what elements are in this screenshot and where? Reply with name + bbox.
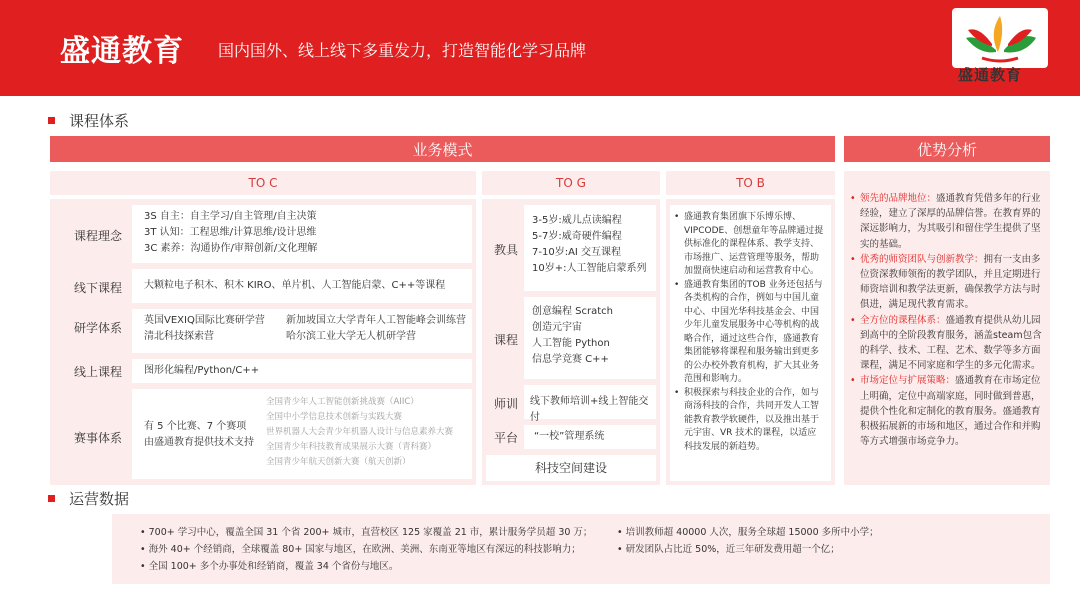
toc-concept-line: 3C 素养：沟通协作/审辩创新/文化理解	[144, 243, 318, 254]
bullet-square-icon	[48, 117, 55, 124]
toc-offline-text: 大颗粒电子积木、积木 KIRO、单片机、人工智能启蒙、C++等课程	[144, 280, 446, 291]
tob-item: • 积极探索与科技企业的合作，如与商汤科技的合作，共同开发人工智能教育教学软硬件，以及推出基于元宇宙、VR 技术的课程，以适应科技发展的新趋势。	[674, 387, 820, 452]
advantage-item: • 优秀的师资团队与创新教学：拥有一支由多位资深教师领衔的教学团队，并且定期进行师资培训和教学法更新，确保教学方法与时俱进，满足现代教育需求。	[850, 253, 1041, 311]
tog-training-label: 师训	[494, 397, 519, 411]
tog-courses-line: 创造元宇宙	[532, 322, 582, 333]
header-banner	[0, 0, 1080, 96]
toc-concept-label: 课程理念	[74, 229, 123, 243]
advantage-item: • 领先的品牌地位：盛通教育凭借多年的行业经验，建立了深厚的品牌信誉。在教育界的深远影响力，为其吸引和留住学生提供了坚实的基础。	[850, 193, 1041, 250]
toc-online-label: 线上课程	[74, 365, 123, 379]
tog-space-text: 科技空间建设	[534, 461, 607, 475]
toc-contest-item: 全国青少年人工智能创新挑战赛（AIIC）	[266, 397, 419, 407]
tog-tools-cell	[524, 205, 656, 291]
tob-cell	[670, 205, 831, 481]
ops-left	[140, 524, 620, 575]
logo-text: 盛通教育	[958, 66, 1023, 84]
tob-item: • 盛通教育集团旗下乐博乐博、VIPCODE、创想童年等品牌通过提供标准化的课程体系、教学支持、市场推广、运营管理等服务，帮助加盟商快速启动和运营教育中心。	[674, 212, 824, 276]
toc-contest-cell	[132, 389, 472, 479]
toc-contest-item: 全国中小学信息技术创新与实践大赛	[266, 412, 403, 422]
tog-platform-cell	[524, 425, 656, 449]
tog-tools-line: 7-10岁:AI 交互课程	[532, 247, 622, 258]
tog-platform-text: “一校”管理系统	[534, 431, 605, 442]
brand-logo	[952, 8, 1048, 92]
toc-study-item: 英国VEXIQ国际比赛研学营	[144, 315, 265, 326]
business-model-bar: 业务模式	[50, 136, 835, 162]
toc-contest-label: 赛事体系	[74, 431, 123, 445]
advantage-head: 优秀的师资团队与创新教学：	[860, 253, 984, 265]
advantage-item: • 全方位的课程体系：盛通教育提供从幼儿园到高中的全阶段教育服务，涵盖steam包含的科学、技术、工程、艺术、数学等多方面课程，满足不同家庭和学生的多元化需求。	[850, 314, 1042, 372]
advantage-bar: 优势分析	[844, 136, 1050, 162]
tog-courses-cell	[524, 297, 656, 379]
tog-courses-label: 课程	[494, 333, 519, 347]
tog-tools-line: 3-5岁:威儿点读编程	[532, 215, 622, 226]
toc-concept-cell	[132, 205, 472, 263]
tog-panel	[482, 199, 660, 485]
ops-item: • 培训教师超 40000 人次，服务全球超 15000 多所中小学；	[617, 527, 879, 538]
tog-tools-line: 5-7岁:威奇硬件编程	[532, 231, 622, 242]
advantage-text: 盛通教育凭借多年的行业经验，建立了深厚的品牌信誉。在教育界的深远影响力，为其吸引和留住学生提供了坚实的基础。	[860, 193, 1041, 250]
advantage-head: 市场定位与扩展策略：	[860, 375, 956, 387]
tog-training-cell	[524, 385, 656, 423]
column-header-tog: TO G	[482, 171, 660, 195]
toc-concept-line: 3T 认知：工程思维/计算思维/设计思维	[144, 227, 317, 238]
advantage-head: 领先的品牌地位：	[860, 193, 937, 204]
toc-contest-item: 全国青少年航天创新大赛（航天创新）	[266, 457, 411, 467]
toc-online-cell	[132, 359, 472, 383]
toc-panel	[50, 199, 476, 485]
ops-right	[617, 524, 1037, 558]
logo-leaf-icon	[952, 8, 1048, 68]
bullet-square-icon	[48, 495, 55, 502]
ops-item: • 研发团队占比近 50%，近三年研发费用超一个亿；	[617, 544, 840, 555]
advantage-head: 全方位的课程体系：	[860, 314, 946, 326]
tog-tools-label: 教具	[494, 243, 519, 257]
tog-courses-line: 信息学竞赛 C++	[532, 354, 609, 365]
toc-contest-item: 世界机器人大会青少年机器人设计与信息素养大赛	[266, 427, 454, 437]
toc-online-text: 图形化编程/Python/C++	[144, 365, 260, 376]
ops-item: • 海外 40+ 个经销商，全球覆盖 80+ 国家与地区，在欧洲、美洲、东南亚等地区有深远的科技影响力；	[140, 544, 581, 555]
tob-panel	[666, 199, 835, 485]
section-title-ops: 运营数据	[48, 488, 129, 509]
toc-study-item: 新加坡国立大学青年人工智能峰会训练营	[286, 315, 466, 326]
tog-courses-line: 创意编程 Scratch	[532, 306, 614, 317]
tog-tools-line: 10岁+:人工智能启蒙系列	[532, 263, 647, 274]
toc-study-label: 研学体系	[74, 321, 123, 335]
column-header-toc: TO C	[50, 171, 476, 195]
toc-offline-cell	[132, 269, 472, 303]
advantage-text: 拥有一支由多位资深教师领衔的教学团队，并且定期进行师资培训和教学法更新，确保教学方法与时俱进，满足现代教育需求。	[860, 253, 1041, 311]
advantage-text: 盛通教育在市场定位上明确，定位中高端家庭，同时做到普惠，提供个性化和定制化的教育服务。盛通教育积极拓展新的市场和地区，通过合作和并购等方式增强市场竞争力。	[860, 375, 1041, 448]
toc-study-cell	[132, 309, 472, 353]
advantage-text: 盛通教育提供从幼儿园到高中的全阶段教育服务，涵盖steam包含的科学、技术、工程、艺术、数学等多方面课程，满足不同家庭和学生的多元化需求。	[860, 314, 1042, 372]
tog-space-cell	[486, 455, 656, 481]
column-header-tob: TO B	[666, 171, 835, 195]
ops-item: • 全国 100+ 多个办事处和经销商，覆盖 34 个省份与地区。	[140, 561, 399, 572]
tob-item: • 盛通教育集团的TOB 业务还包括与各类机构的合作，例如与中国儿童中心、中国光华科技基金会、中国少年儿童发展服务中心等机构的战略合作，通过这些合作，盛通教育集团能够将课程和服务输出到更多的公办校外教育机构，扩大其业务范围和影响力。	[674, 279, 823, 384]
tog-training-text: 线下教师培训+线上智能交付	[530, 396, 649, 423]
section-title-course: 课程体系	[48, 110, 129, 131]
toc-study-item: 清北科技探索营	[144, 331, 214, 342]
toc-contest-line: 由盛通教育提供技术支持	[144, 437, 254, 448]
tog-platform-label: 平台	[494, 431, 519, 445]
header-slogan: 国内国外、线上线下多重发力，打造智能化学习品牌	[218, 41, 587, 60]
toc-concept-line: 3S 自主：自主学习/自主管理/自主决策	[144, 211, 317, 222]
toc-contest-item: 全国青少年科技教育成果展示大赛（青科赛）	[266, 442, 437, 452]
tog-courses-line: 人工智能 Python	[532, 338, 610, 349]
ops-item: • 700+ 学习中心，覆盖全国 31 个省 200+ 城市，直营校区 125 家覆盖 21 市，累计服务学员超 30 万；	[140, 527, 593, 538]
toc-study-item: 哈尔滨工业大学无人机研学营	[286, 331, 416, 342]
toc-contest-line: 有 5 个比赛、7 个赛项	[144, 421, 247, 432]
brand-title: 盛通教育	[60, 34, 184, 69]
ops-panel	[112, 514, 1050, 584]
advantage-panel	[844, 171, 1050, 485]
advantage-item: • 市场定位与扩展策略：盛通教育在市场定位上明确，定位中高端家庭，同时做到普惠，提供个性化和定制化的教育服务。盛通教育积极拓展新的市场和地区，通过合作和并购等方式增强市场竞争力。	[850, 375, 1041, 448]
toc-offline-label: 线下课程	[74, 281, 123, 295]
